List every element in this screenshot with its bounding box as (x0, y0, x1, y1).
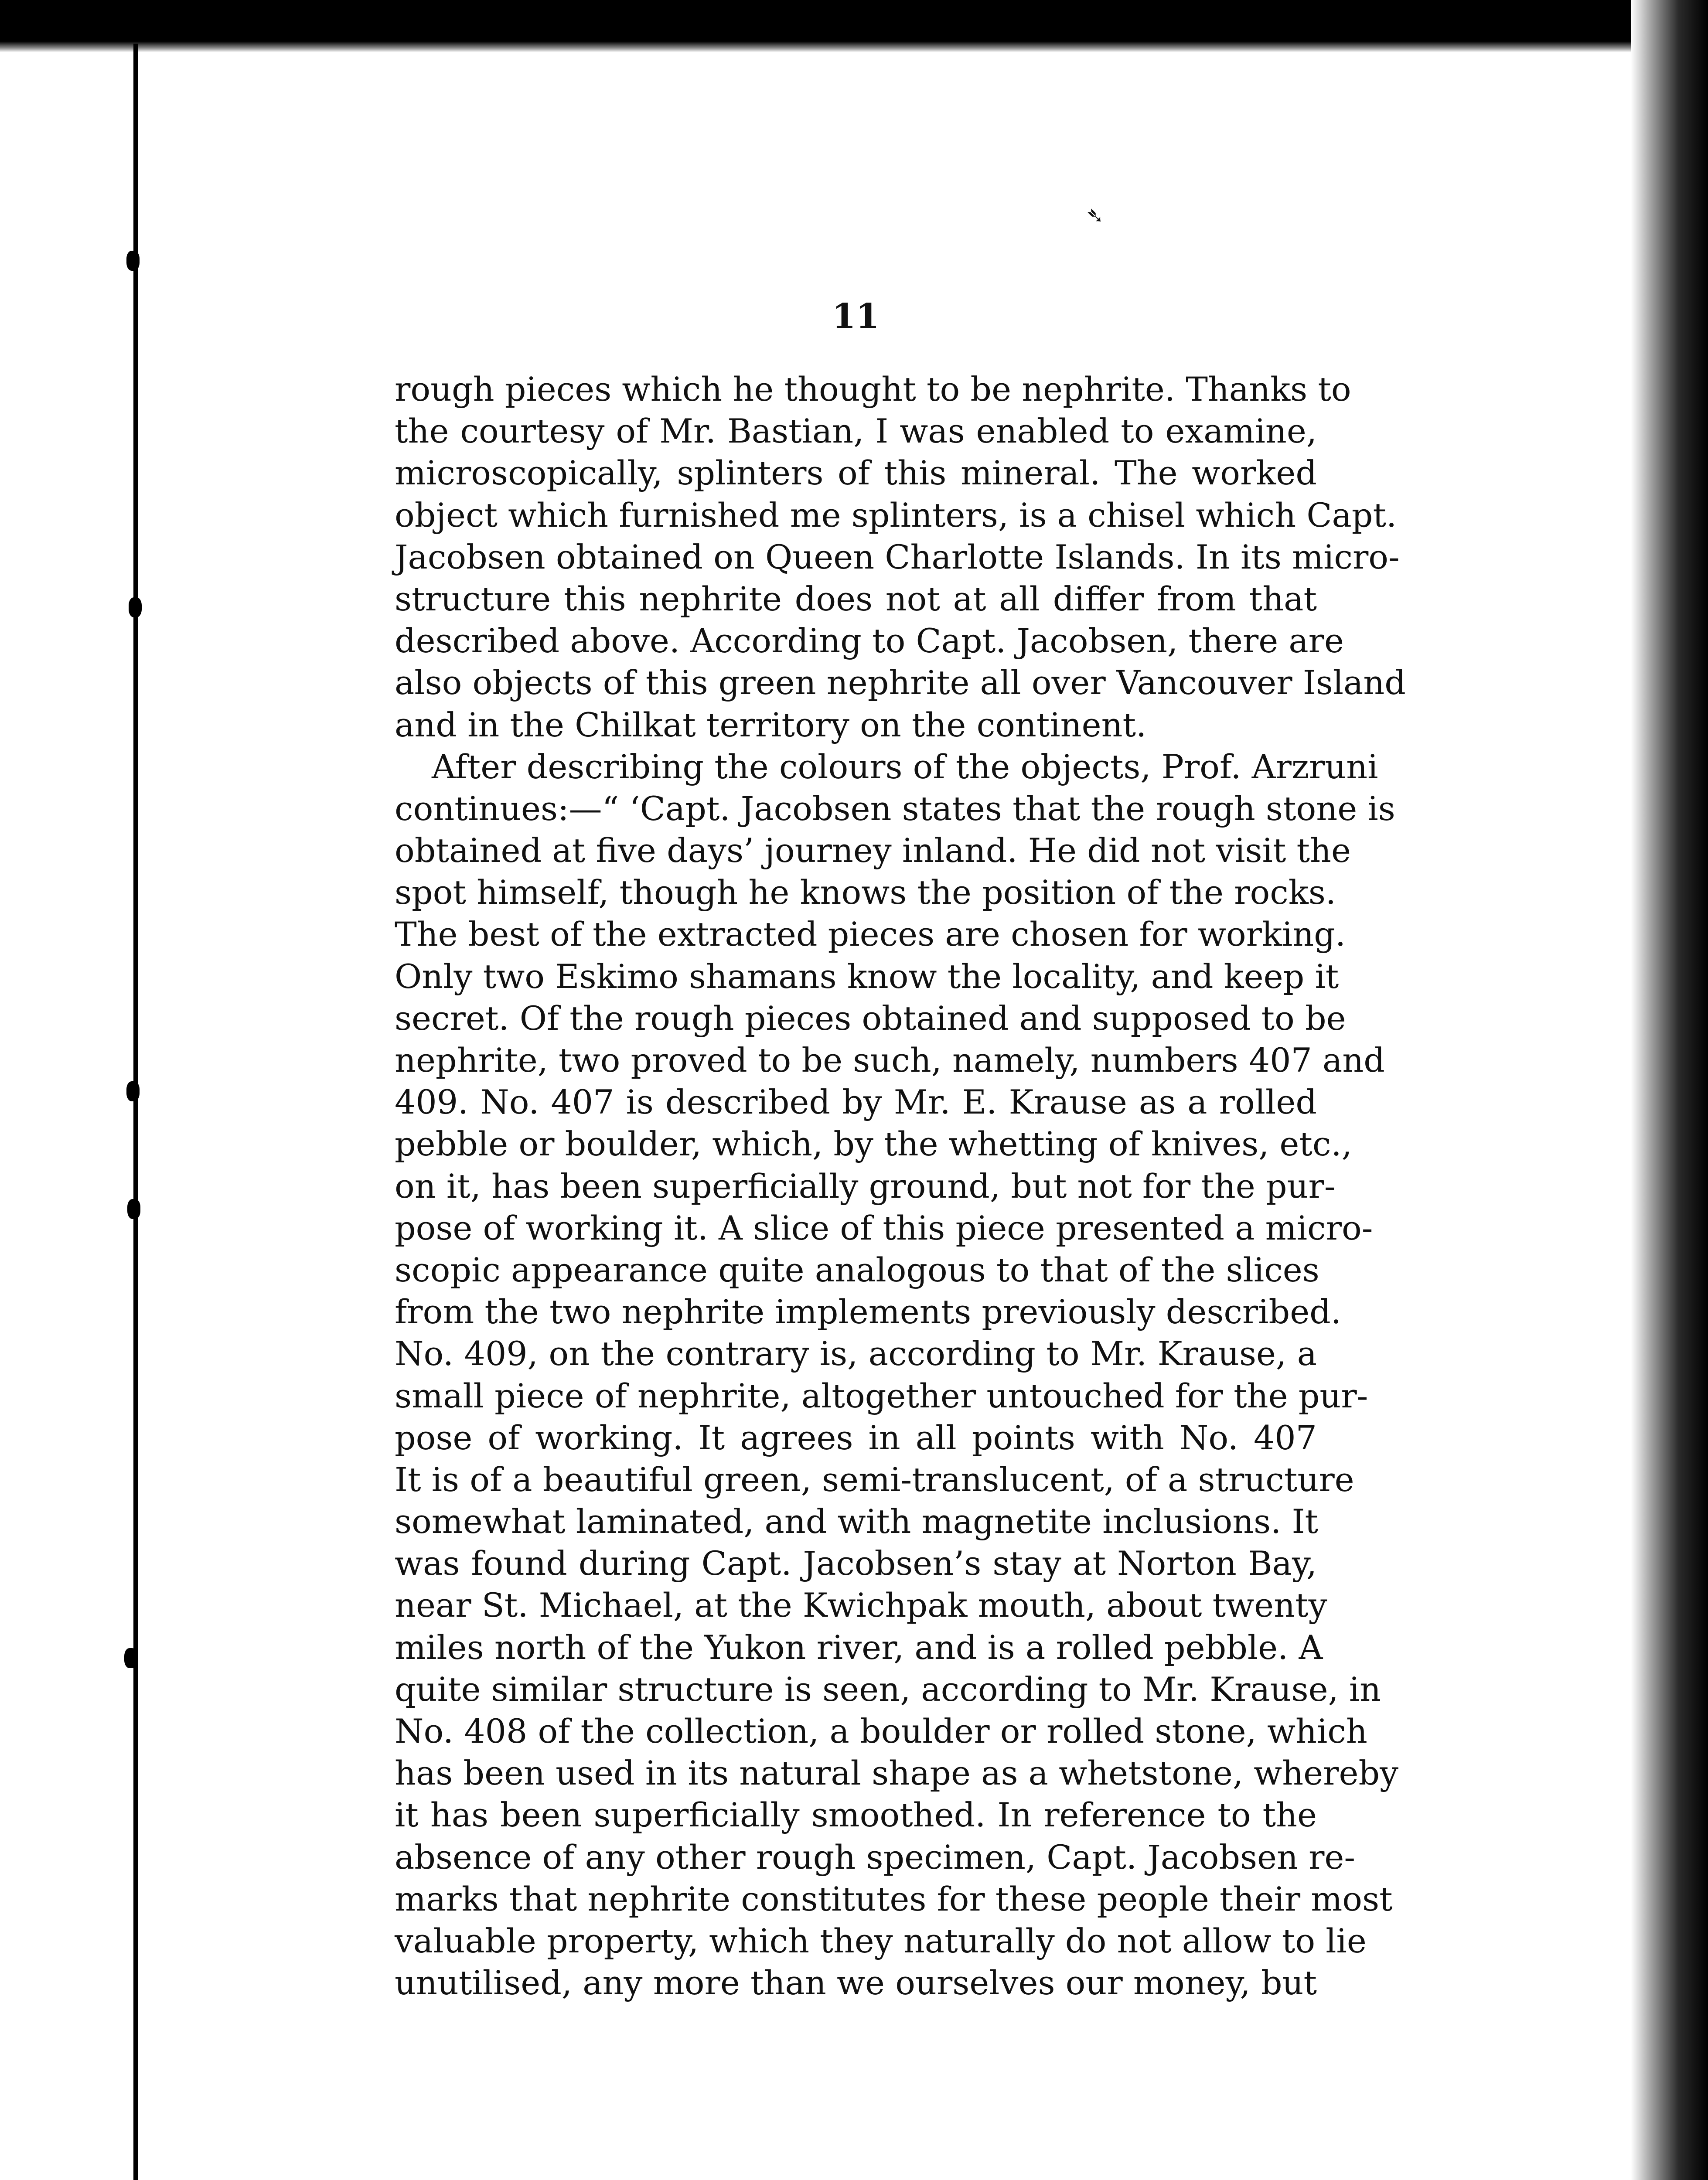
text-line: microscopically, splinters of this mineral. The worked (395, 453, 1317, 493)
text-line: The best of the extracted pieces are chosen for working. (395, 915, 1346, 954)
text-line: pebble or boulder, which, by the whetting of knives, etc., (395, 1124, 1352, 1164)
text-line: unutilised, any more than we ourselves our money, but (395, 1963, 1317, 2003)
text-line: obtained at five days’ journey inland. He did not visit the (395, 831, 1351, 870)
text-line: pose of working. It agrees in all points with No. 407 (395, 1418, 1317, 1457)
text-line: No. 408 of the collection, a boulder or rolled stone, which (395, 1712, 1367, 1751)
text-line: absence of any other rough specimen, Capt. Jacobsen re- (395, 1837, 1356, 1877)
text-line: After describing the colours of the objects, Prof. Arzruni (432, 747, 1378, 786)
scan-right-edge (1631, 0, 1708, 2180)
text-line: somewhat laminated, and with magnetite inclusions. It (395, 1502, 1319, 1541)
text-line: described above. According to Capt. Jacobsen, there are (395, 621, 1344, 661)
text-line: from the two nephrite implements previously described. (395, 1292, 1341, 1332)
text-line: marks that nephrite constitutes for these people their most (395, 1879, 1393, 1918)
text-line: nephrite, two proved to be such, namely, numbers 407 and (395, 1041, 1385, 1080)
text-line: it has been superficially smoothed. In reference to the (395, 1795, 1317, 1835)
text-line: No. 409, on the contrary is, according to Mr. Krause, a (395, 1334, 1317, 1373)
text-line: structure this nephrite does not at all differ from that (395, 579, 1317, 618)
body-text (395, 368, 1406, 2004)
text-line: rough pieces which he thought to be nephrite. Thanks to (395, 370, 1351, 409)
binding-mark (126, 1081, 140, 1101)
text-line: near St. Michael, at the Kwichpak mouth, about twenty (395, 1586, 1327, 1625)
text-line: valuable property, which they naturally do not allow to lie (395, 1921, 1367, 1960)
binding-mark (124, 1648, 137, 1668)
document-page (395, 296, 1406, 2058)
text-line: scopic appearance quite analogous to that of the slices (395, 1250, 1319, 1289)
binding-mark (129, 597, 142, 617)
text-line: Only two Eskimo shamans know the locality, and keep it (395, 957, 1339, 996)
text-line: has been used in its natural shape as a whetstone, whereby (395, 1754, 1399, 1793)
text-line: the courtesy of Mr. Bastian, I was enabled to examine, (395, 412, 1317, 451)
text-line: secret. Of the rough pieces obtained and supposed to be (395, 998, 1346, 1038)
text-line: object which furnished me splinters, is a chisel which Capt. (395, 495, 1397, 535)
text-line: miles north of the Yukon river, and is a rolled pebble. A (395, 1628, 1323, 1667)
text-line: on it, has been superficially ground, but not for the pur- (395, 1166, 1336, 1206)
text-line: also objects of this green nephrite all over Vancouver Island (395, 663, 1406, 702)
scan-top-edge (0, 0, 1708, 52)
binding-mark (126, 251, 140, 271)
text-line: spot himself, though he knows the position of the rocks. (395, 873, 1336, 912)
text-line: continues:—“ ‘Capt. Jacobsen states that the rough stone is (395, 789, 1395, 828)
page-number: 11 (832, 296, 880, 336)
text-line: quite similar structure is seen, according to Mr. Krause, in (395, 1669, 1381, 1709)
binding-line (133, 44, 138, 2180)
text-line: It is of a beautiful green, semi-translucent, of a structure (395, 1460, 1354, 1499)
text-line: was found during Capt. Jacobsen’s stay at Norton Bay, (395, 1544, 1317, 1583)
binding-mark (127, 1199, 140, 1219)
stray-mark-icon: ➴ (1086, 203, 1104, 228)
text-line: and in the Chilkat territory on the continent. (395, 705, 1147, 744)
text-line: pose of working it. A slice of this piece presented a micro- (395, 1208, 1373, 1247)
text-line: small piece of nephrite, altogether untouched for the pur- (395, 1376, 1368, 1415)
text-line: Jacobsen obtained on Queen Charlotte Islands. In its micro- (395, 537, 1400, 576)
text-line: 409. No. 407 is described by Mr. E. Krause as a rolled (395, 1083, 1317, 1122)
